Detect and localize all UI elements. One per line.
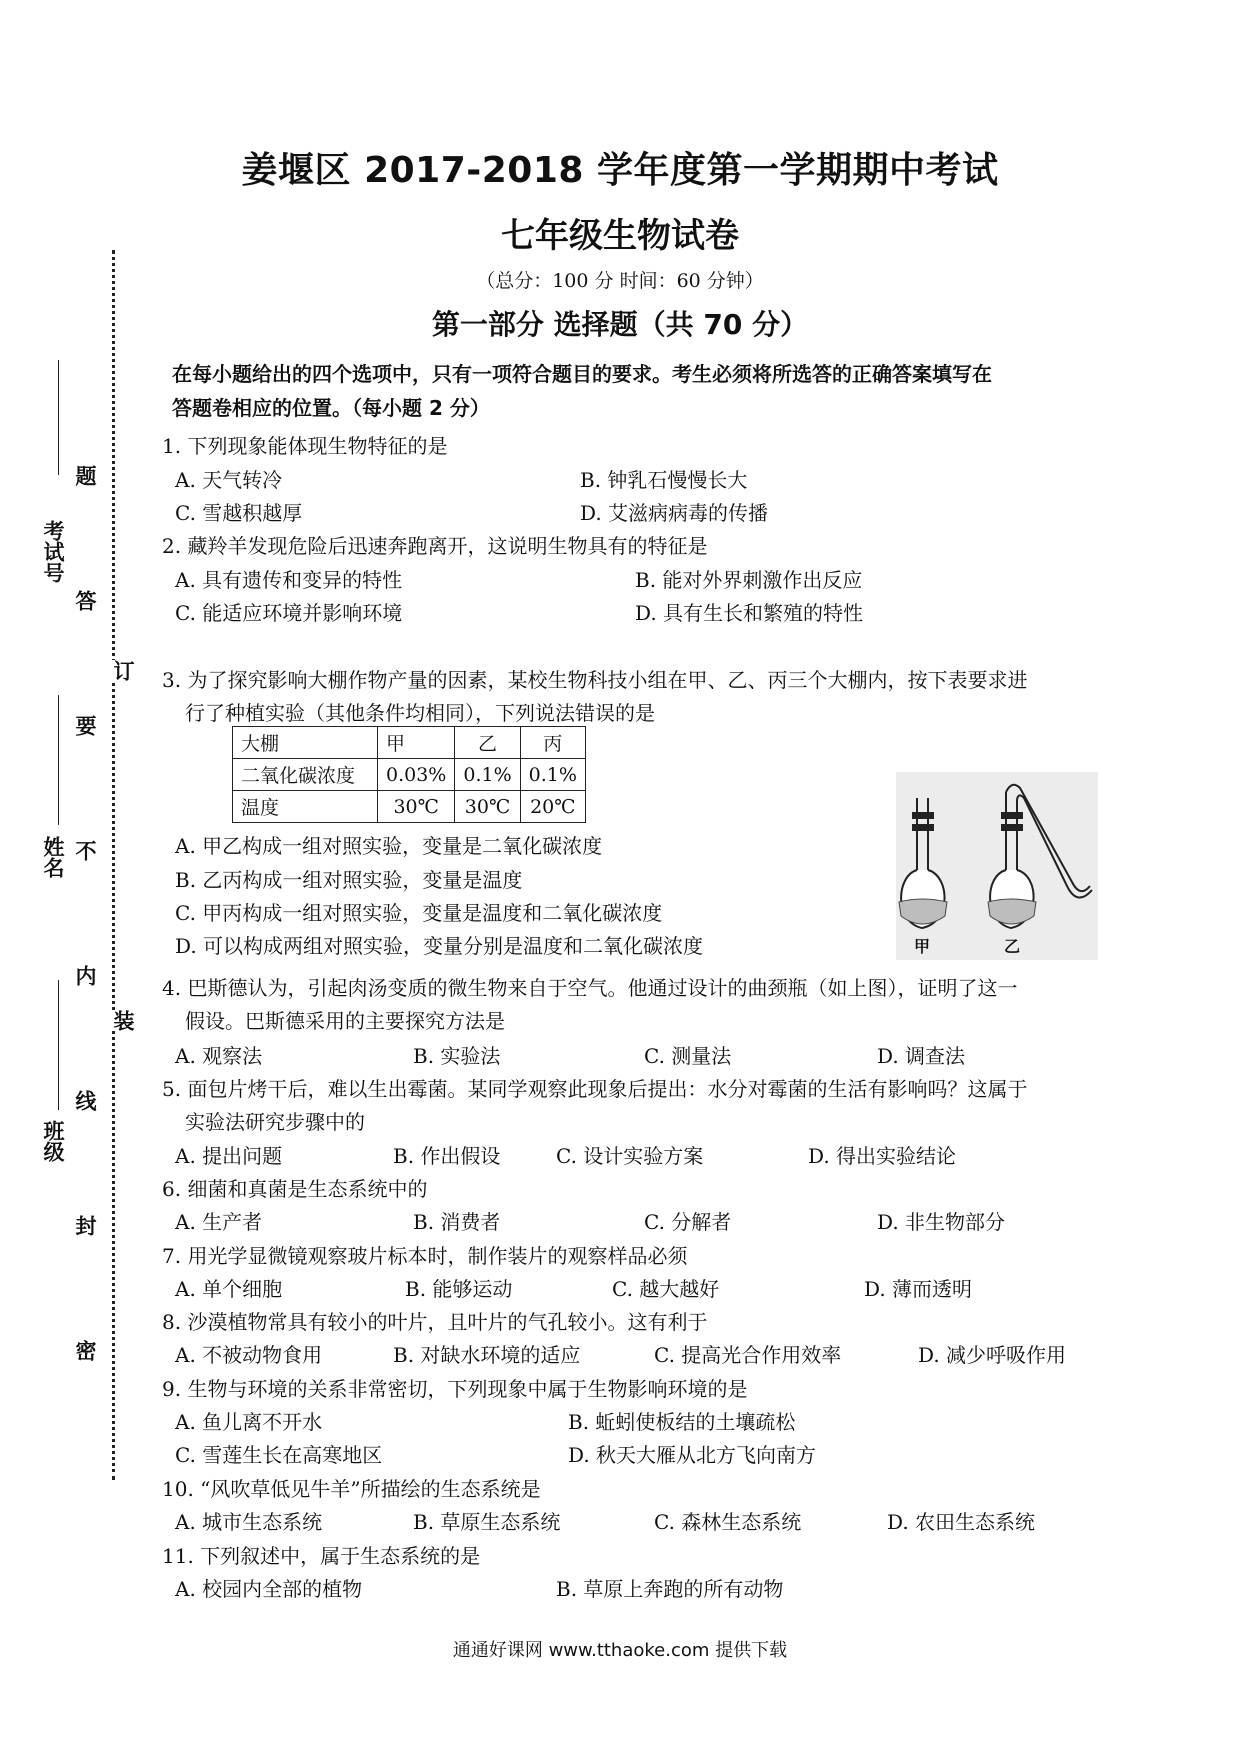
table-cell: 30℃	[455, 791, 520, 823]
instructions-line: 答题卷相应的位置。（每小题 2 分）	[172, 396, 490, 420]
name-underline	[58, 695, 59, 825]
table-cell: 甲	[378, 727, 455, 759]
experiment-table	[232, 726, 586, 823]
flask-label-a: 甲	[914, 937, 931, 956]
option: A. 提出问题	[175, 1144, 283, 1168]
table-cell: 温度	[233, 791, 378, 823]
table-cell: 乙	[455, 727, 520, 759]
option: A. 城市生态系统	[175, 1510, 323, 1534]
option: D. 薄而透明	[864, 1277, 973, 1301]
question-stem-cont: 行了种植实验（其他条件均相同），下列说法错误的是	[185, 701, 655, 725]
option: C. 能适应环境并影响环境	[175, 601, 403, 625]
exam-subtitle: 七年级生物试卷	[501, 216, 739, 256]
option: D. 得出实验结论	[808, 1144, 957, 1168]
table-row	[233, 791, 586, 823]
question-stem: 7. 用光学显微镜观察玻片标本时，制作装片的观察样品必须	[162, 1244, 688, 1268]
option: D. 农田生态系统	[887, 1510, 1036, 1534]
option: C. 森林生态系统	[654, 1510, 802, 1534]
question-stem: 2. 藏羚羊发现危险后迅速奔跑离开，这说明生物具有的特征是	[162, 534, 708, 558]
exam-title: 姜堰区 2017-2018 学年度第一学期期中考试	[241, 150, 999, 191]
option: C. 甲丙构成一组对照实验，变量是温度和二氧化碳浓度	[175, 901, 663, 925]
instructions-line: 在每小题给出的四个选项中，只有一项符合题目的要求。考生必须将所选答的正确答案填写在	[172, 362, 992, 386]
option: A. 单个细胞	[175, 1277, 283, 1301]
option: D. 具有生长和繁殖的特性	[635, 601, 864, 625]
table-row	[233, 727, 586, 759]
option: C. 越大越好	[612, 1277, 720, 1301]
question-stem: 4. 巴斯德认为，引起肉汤变质的微生物来自于空气。他通过设计的曲颈瓶（如上图），证明了这一	[162, 976, 1018, 1000]
option: C. 设计实验方案	[556, 1144, 704, 1168]
question-stem: 3. 为了探究影响大棚作物产量的因素，某校生物科技小组在甲、乙、丙三个大棚内，按下表要求进	[162, 668, 1028, 692]
question-stem: 5. 面包片烤干后，难以生出霉菌。某同学观察此现象后提出：水分对霉菌的生活有影响吗？这属于	[162, 1077, 1028, 1101]
option: A. 甲乙构成一组对照实验，变量是二氧化碳浓度	[175, 834, 603, 858]
table-cell: 20℃	[520, 791, 585, 823]
option: B. 蚯蚓使板结的土壤疏松	[568, 1410, 796, 1434]
option: D. 可以构成两组对照实验，变量分别是温度和二氧化碳浓度	[175, 934, 704, 958]
exam-no-label: 考试号	[41, 520, 66, 583]
option: C. 雪莲生长在高寒地区	[175, 1443, 383, 1467]
binding-dotted-line	[112, 250, 115, 1480]
exam-meta: （总分：100 分 时间：60 分钟）	[476, 270, 764, 292]
option: A. 观察法	[175, 1044, 263, 1068]
table-cell: 二氧化碳浓度	[233, 759, 378, 791]
question-stem: 11. 下列叙述中，属于生态系统的是	[162, 1544, 481, 1568]
option: B. 作出假设	[393, 1144, 501, 1168]
name-label: 姓名	[41, 836, 66, 878]
warning-char: 要	[73, 715, 98, 736]
warning-char: 不	[73, 840, 98, 861]
option: A. 生产者	[175, 1210, 263, 1234]
option: B. 消费者	[413, 1210, 501, 1234]
option: B. 钟乳石慢慢长大	[580, 468, 748, 492]
option: B. 实验法	[413, 1044, 501, 1068]
binding-char: 订	[108, 660, 138, 681]
option: A. 校园内全部的植物	[175, 1577, 363, 1601]
warning-char: 密	[73, 1340, 98, 1361]
table-cell: 0.1%	[455, 759, 520, 791]
warning-char: 内	[73, 965, 98, 986]
option: A. 具有遗传和变异的特性	[175, 568, 403, 592]
table-cell: 大棚	[233, 727, 378, 759]
flask-label-b: 乙	[1004, 937, 1021, 956]
option: C. 分解者	[644, 1210, 732, 1234]
section-heading: 第一部分 选择题（共 70 分）	[431, 308, 809, 341]
option: C. 测量法	[644, 1044, 732, 1068]
option: D. 调查法	[877, 1044, 966, 1068]
warning-char: 线	[73, 1090, 98, 1111]
option: D. 秋天大雁从北方飞向南方	[568, 1443, 817, 1467]
table-row	[233, 759, 586, 791]
question-stem: 10. “风吹草低见牛羊”所描绘的生态系统是	[162, 1477, 541, 1501]
option: B. 草原生态系统	[413, 1510, 561, 1534]
binding-char: 装	[108, 1010, 138, 1031]
question-stem: 9. 生物与环境的关系非常密切，下列现象中属于生物影响环境的是	[162, 1377, 748, 1401]
question-stem-cont: 假设。巴斯德采用的主要探究方法是	[185, 1009, 505, 1033]
warning-char: 题	[73, 465, 98, 486]
warning-char: 答	[73, 590, 98, 611]
warning-char: 封	[73, 1215, 98, 1236]
flask-illustration	[896, 772, 1098, 960]
option: B. 能对外界刺激作出反应	[635, 568, 863, 592]
class-label: 班级	[41, 1120, 66, 1162]
exam-no-underline	[58, 360, 59, 475]
option: C. 提高光合作用效率	[654, 1343, 842, 1367]
option: A. 不被动物食用	[175, 1343, 323, 1367]
table-cell: 丙	[520, 727, 585, 759]
class-underline	[58, 980, 59, 1110]
question-stem: 8. 沙漠植物常具有较小的叶片，且叶片的气孔较小。这有利于	[162, 1310, 708, 1334]
option: D. 非生物部分	[877, 1210, 1006, 1234]
table-cell: 0.1%	[520, 759, 585, 791]
option: B. 对缺水环境的适应	[393, 1343, 581, 1367]
option: D. 减少呼吸作用	[918, 1343, 1067, 1367]
option: A. 天气转冷	[175, 468, 283, 492]
option: B. 能够运动	[405, 1277, 513, 1301]
table-cell: 0.03%	[378, 759, 455, 791]
footer-source: 通通好课网 www.tthaoke.com 提供下载	[452, 1640, 788, 1661]
table-cell: 30℃	[378, 791, 455, 823]
question-stem: 6. 细菌和真菌是生态系统中的	[162, 1177, 428, 1201]
option: B. 草原上奔跑的所有动物	[556, 1577, 784, 1601]
option: B. 乙丙构成一组对照实验，变量是温度	[175, 868, 523, 892]
question-stem-cont: 实验法研究步骤中的	[185, 1110, 365, 1134]
option: A. 鱼儿离不开水	[175, 1410, 323, 1434]
swan-neck-flask-figure	[896, 772, 1098, 960]
option: D. 艾滋病病毒的传播	[580, 501, 769, 525]
question-stem: 1. 下列现象能体现生物特征的是	[162, 434, 448, 458]
option: C. 雪越积越厚	[175, 501, 303, 525]
